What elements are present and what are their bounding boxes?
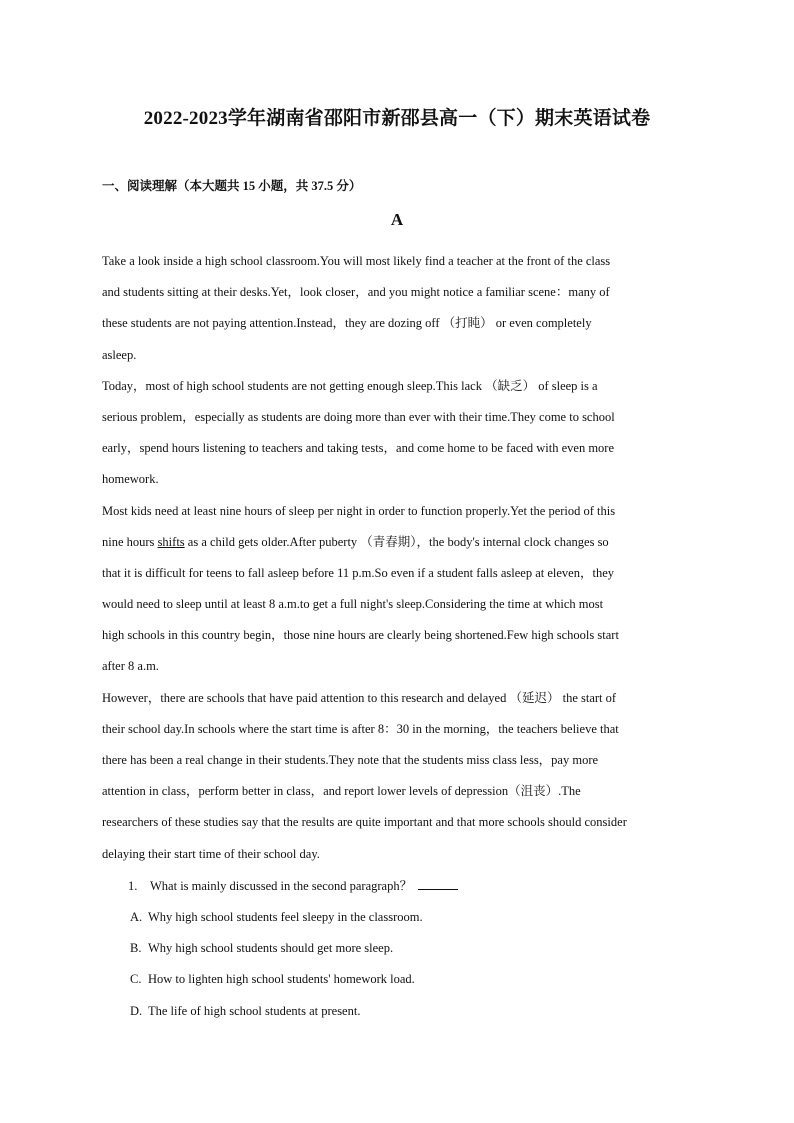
passage-letter: A [390, 210, 404, 229]
question-text: What is mainly discussed in the second paragraph？ [150, 879, 413, 893]
question-1 [128, 871, 688, 902]
option-d[interactable] [130, 996, 690, 1027]
option-text: The life of high school students at present. [148, 1003, 361, 1018]
passage-line: Today，most of high school students are not getting enough sleep.This lack （缺乏） of sleep is a [102, 378, 598, 393]
passage-line: their school day.In schools where the start time is after 8：30 in the morning，the teachers believe that [102, 721, 619, 736]
option-letter: D. [130, 1003, 143, 1018]
option-text: How to lighten high school students' homework load. [148, 972, 415, 987]
underlined-word-shifts: shifts [157, 534, 185, 549]
passage-line: and students sitting at their desks.Yet，look closer，and you might notice a familiar scene：many of [102, 285, 610, 300]
option-a[interactable] [130, 902, 690, 933]
option-letter: A. [130, 910, 143, 924]
passage-text-fragment: as a child gets older.After puberty （青春期），the body's internal clock changes so [184, 534, 609, 549]
passage-line: attention in class，perform better in class，and report lower levels of depression（沮丧）.The [102, 784, 581, 799]
option-letter: C. [130, 972, 142, 987]
passage-line: delaying their start time of their school day. [102, 846, 320, 861]
passage-line: would need to sleep until at least 8 a.m.to get a full night's sleep.Considering the time at which most [102, 597, 604, 612]
exam-title: 2022-2023学年湖南省邵阳市新邵县高一（下）期末英语试卷 [143, 108, 651, 129]
passage-line: early，spend hours listening to teachers and taking tests，and come home to be faced with even more [102, 441, 614, 456]
passage-line: high schools in this country begin，those nine hours are clearly being shortened.Few high schools start [102, 628, 619, 643]
passage-line: Take a look inside a high school classroom.You will most likely find a teacher at the front of the class [102, 254, 611, 268]
passage-line: asleep. [102, 347, 137, 362]
passage-line-with-underline [102, 527, 692, 558]
passage-line: these students are not paying attention.Instead，they are dozing off （打盹） or even completely [102, 316, 592, 331]
answer-options [130, 902, 690, 1027]
passage-text-fragment: nine hours [102, 534, 158, 549]
passage-line: after 8 a.m. [102, 659, 159, 674]
passage-line: that it is difficult for teens to fall asleep before 11 p.m.So even if a student falls asleep at eleven，they [102, 565, 614, 580]
option-b[interactable] [130, 933, 690, 964]
passage-line: serious problem，especially as students are doing more than ever with their time.They come to school [102, 409, 615, 424]
passage-line: Most kids need at least nine hours of sleep per night in order to function properly.Yet the period of this [102, 503, 616, 518]
option-text: Why high school students should get more sleep. [148, 941, 394, 956]
reading-passage [102, 246, 692, 870]
option-c[interactable] [130, 964, 690, 995]
option-text: Why high school students feel sleepy in the classroom. [148, 910, 423, 924]
passage-line: However，there are schools that have paid attention to this research and delayed （延迟） the start of [102, 690, 617, 705]
question-number: 1. [128, 879, 138, 893]
passage-line: homework. [102, 472, 159, 487]
answer-blank[interactable] [418, 877, 458, 890]
option-letter: B. [130, 941, 142, 956]
section-heading: 一、阅读理解（本大题共 15 小题，共 37.5 分） [102, 179, 362, 193]
passage-line: there has been a real change in their students.They note that the students miss class less，pay more [102, 753, 599, 767]
passage-line: researchers of these studies say that the results are quite important and that more schools should consider [102, 815, 627, 830]
